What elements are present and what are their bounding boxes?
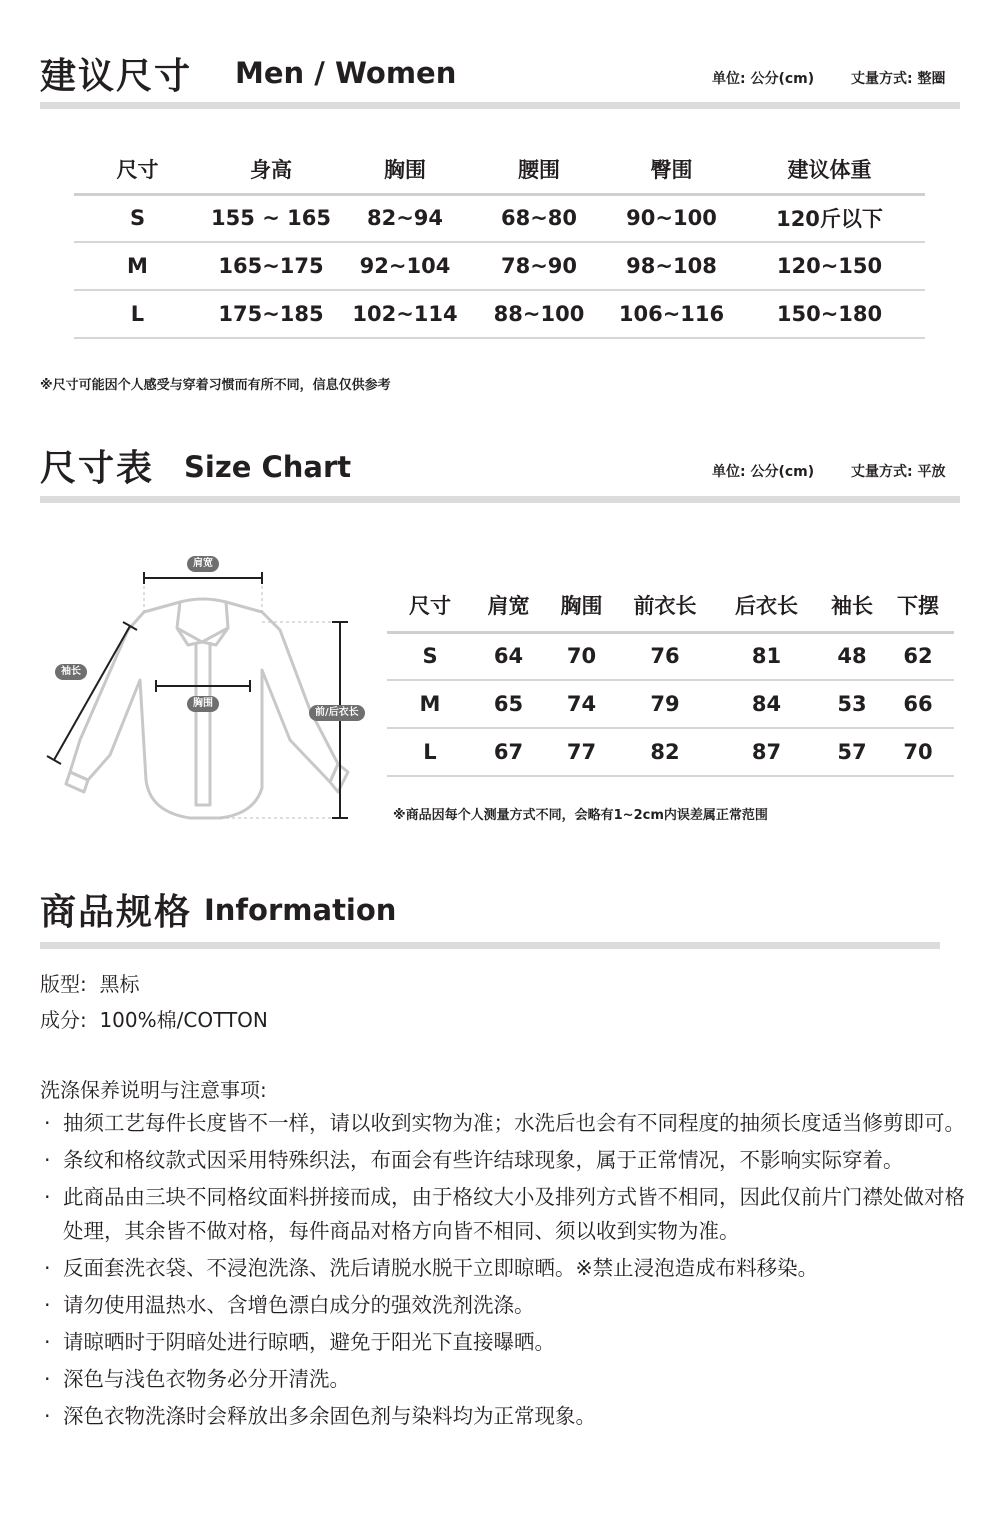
bullet-icon: ·	[44, 1293, 51, 1317]
care-text: 反面套洗衣袋、不浸泡洗涤、洗后请脱水脱干立即晾晒。※禁止浸泡造成布料移染。	[63, 1256, 819, 1280]
table-cell: 65	[473, 680, 544, 728]
table-row	[387, 680, 954, 728]
table-cell: 82	[619, 728, 711, 776]
list-item	[40, 1106, 965, 1140]
table-cell: 66	[882, 680, 954, 728]
care-text: 请晾晒时于阴暗处进行晾晒，避免于阳光下直接曝晒。	[63, 1330, 555, 1354]
table-cell: 62	[882, 632, 954, 680]
table-cell: 98~108	[609, 242, 734, 290]
recommend-header-weight: 建议体重	[734, 146, 925, 194]
table-cell: 68~80	[469, 194, 609, 242]
table-cell: 102~114	[341, 290, 469, 338]
table-cell: S	[74, 194, 201, 242]
recommend-header-height: 身高	[201, 146, 341, 194]
spec-fit: 版型: 黑标	[40, 972, 140, 996]
list-item	[40, 1399, 965, 1433]
table-cell: M	[74, 242, 201, 290]
table-row	[387, 632, 954, 680]
sizechart-unit: 单位: 公分(cm)	[712, 464, 815, 480]
table-cell: 120~150	[734, 242, 925, 290]
list-item	[40, 1251, 965, 1285]
sizechart-header-size: 尺寸	[387, 580, 473, 632]
diagram-label-chest: 胸围	[187, 696, 219, 712]
table-cell: 67	[473, 728, 544, 776]
recommend-header-waist: 腰围	[469, 146, 609, 194]
info-divider	[40, 942, 940, 949]
table-cell: L	[74, 290, 201, 338]
bullet-icon: ·	[44, 1330, 51, 1354]
diagram-label-sleeve: 袖长	[55, 664, 87, 680]
bullet-icon: ·	[44, 1111, 51, 1135]
table-cell: 120斤以下	[734, 194, 925, 242]
care-text: 深色与浅色衣物务必分开清洗。	[63, 1367, 350, 1391]
table-cell: 90~100	[609, 194, 734, 242]
care-text: 深色衣物洗涤时会释放出多余固色剂与染料均为正常现象。	[63, 1404, 596, 1428]
sizechart-header-shoulder: 肩宽	[473, 580, 544, 632]
table-cell: 88~100	[469, 290, 609, 338]
table-cell: 155 ~ 165	[201, 194, 341, 242]
recommend-title-en: Men / Women	[235, 56, 457, 90]
care-list	[40, 1106, 965, 1433]
table-cell: 53	[822, 680, 882, 728]
table-cell: 150~180	[734, 290, 925, 338]
table-cell: 78~90	[469, 242, 609, 290]
info-title-cn: 商品规格	[40, 892, 193, 933]
table-row	[74, 290, 925, 338]
table-cell: 70	[544, 632, 619, 680]
table-row	[387, 728, 954, 776]
table-cell: 92~104	[341, 242, 469, 290]
recommend-header-size: 尺寸	[74, 146, 201, 194]
sizechart-method: 丈量方式: 平放	[851, 464, 946, 480]
table-cell: 76	[619, 632, 711, 680]
list-item	[40, 1143, 965, 1177]
sizechart-title-cn: 尺寸表	[40, 448, 155, 489]
table-row	[74, 242, 925, 290]
sizechart-header-sleeve: 袖长	[822, 580, 882, 632]
recommend-header-bust: 胸围	[341, 146, 469, 194]
table-cell: 81	[711, 632, 822, 680]
care-text: 请勿使用温热水、含增色漂白成分的强效洗剂洗涤。	[63, 1293, 535, 1317]
sizechart-title-en: Size Chart	[184, 450, 352, 484]
sizechart-divider	[40, 496, 960, 503]
table-cell: 175~185	[201, 290, 341, 338]
spec-material: 成分: 100%棉/COTTON	[40, 1008, 268, 1032]
list-item	[40, 1288, 965, 1322]
table-row	[74, 194, 925, 242]
diagram-label-length: 前/后衣长	[309, 705, 365, 721]
recommend-unit: 单位: 公分(cm)	[712, 71, 815, 87]
table-cell: 74	[544, 680, 619, 728]
table-cell: 82~94	[341, 194, 469, 242]
bullet-icon: ·	[44, 1185, 51, 1209]
recommend-title-cn: 建议尺寸	[40, 56, 193, 97]
list-item	[40, 1180, 965, 1248]
table-cell: 70	[882, 728, 954, 776]
sizechart-note: ※商品因每个人测量方式不同，会略有1~2cm内误差属正常范围	[393, 808, 768, 823]
shirt-diagram	[40, 550, 370, 830]
care-text: 抽须工艺每件长度皆不一样，请以收到实物为准；水洗后也会有不同程度的抽须长度适当修剪即可。	[63, 1111, 965, 1135]
table-cell: 64	[473, 632, 544, 680]
care-title: 洗涤保养说明与注意事项:	[40, 1078, 267, 1102]
table-cell: 165~175	[201, 242, 341, 290]
table-cell: 57	[822, 728, 882, 776]
bullet-icon: ·	[44, 1367, 51, 1391]
recommend-divider	[40, 102, 960, 109]
bullet-icon: ·	[44, 1148, 51, 1172]
sizechart-table	[387, 580, 954, 777]
table-cell: 106~116	[609, 290, 734, 338]
table-cell: 77	[544, 728, 619, 776]
care-text: 条纹和格纹款式因采用特殊织法，布面会有些许结球现象，属于正常情况，不影响实际穿着。	[63, 1148, 904, 1172]
table-cell: 79	[619, 680, 711, 728]
table-cell: 84	[711, 680, 822, 728]
sizechart-header-front-length: 前衣长	[619, 580, 711, 632]
recommend-header-hip: 臀围	[609, 146, 734, 194]
table-cell: L	[387, 728, 473, 776]
sizechart-header-back-length: 后衣长	[711, 580, 822, 632]
bullet-icon: ·	[44, 1256, 51, 1280]
table-cell: S	[387, 632, 473, 680]
table-cell: 48	[822, 632, 882, 680]
diagram-label-shoulder: 肩宽	[187, 556, 219, 572]
table-cell: M	[387, 680, 473, 728]
care-text: 此商品由三块不同格纹面料拼接而成，由于格纹大小及排列方式皆不相同，因此仅前片门襟处做对格处理，其余皆不做对格，每件商品对格方向皆不相同、须以收到实物为准。	[63, 1185, 965, 1243]
sizechart-header-chest: 胸围	[544, 580, 619, 632]
recommend-table	[74, 146, 925, 339]
sizechart-header-hem: 下摆	[882, 580, 954, 632]
recommend-note: ※尺寸可能因个人感受与穿着习惯而有所不同，信息仅供参考	[40, 378, 391, 393]
recommend-method: 丈量方式: 整圈	[851, 71, 946, 87]
info-title-en: Information	[204, 893, 397, 927]
table-cell: 87	[711, 728, 822, 776]
list-item	[40, 1325, 965, 1359]
bullet-icon: ·	[44, 1404, 51, 1428]
list-item	[40, 1362, 965, 1396]
